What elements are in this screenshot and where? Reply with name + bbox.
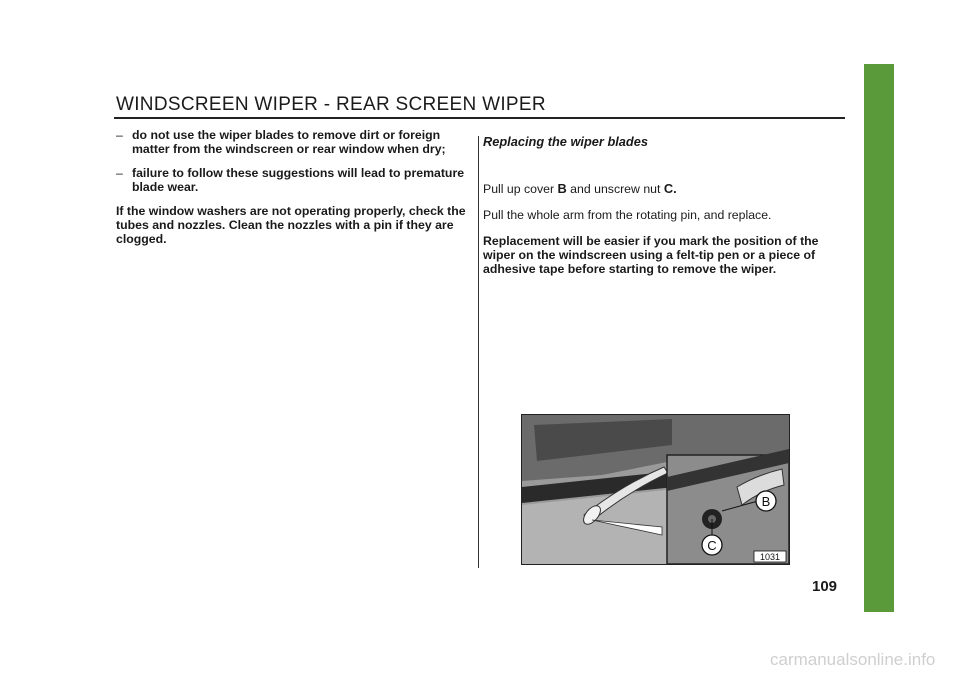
site-watermark: carmanualsonline.info [770, 650, 936, 669]
callout-c-label: C [707, 538, 717, 553]
left-column [116, 128, 466, 246]
step-2: Pull the whole arm from the rotating pin, and replace. [483, 208, 772, 222]
section-tab [864, 64, 894, 612]
step-1-text-middle: and unscrew nut [566, 182, 664, 196]
page-title: WINDSCREEN WIPER - REAR SCREEN WIPER [116, 94, 546, 115]
right-column [483, 128, 845, 288]
callout-b-label: B [761, 494, 771, 509]
washer-paragraph: If the window washers are not operating properly, check the tubes and nozzles. Clean the nozzles with a pin if they are clogged. [116, 204, 466, 246]
bullet-dash: – [116, 166, 123, 180]
wiper-illustration-drawing [522, 415, 789, 564]
step-1-text: Pull up cover [483, 182, 558, 196]
bullet-text: do not use the wiper blades to remove dirt or foreign matter from the windscreen or rear window when dry; [132, 128, 446, 156]
section-subheading: Replacing the wiper blades [483, 134, 648, 149]
column-divider [478, 136, 479, 568]
callout-ref-b: B [557, 181, 567, 196]
wiper-illustration [521, 414, 790, 565]
callout-ref-c: C. [663, 181, 677, 196]
page-number: 109 [812, 578, 838, 595]
list-item [116, 128, 466, 156]
bullet-dash: – [116, 128, 123, 142]
figure-number: 1031 [759, 552, 781, 562]
step-1 [483, 182, 845, 196]
step-3: Replacement will be easier if you mark the position of the wiper on the windscreen using a felt-tip pen or a piece of adhesive tape before starting to remove the wiper. [483, 234, 819, 276]
title-rule [114, 117, 845, 119]
list-item [116, 166, 466, 194]
bullet-text: failure to follow these suggestions will lead to premature blade wear. [132, 166, 465, 194]
